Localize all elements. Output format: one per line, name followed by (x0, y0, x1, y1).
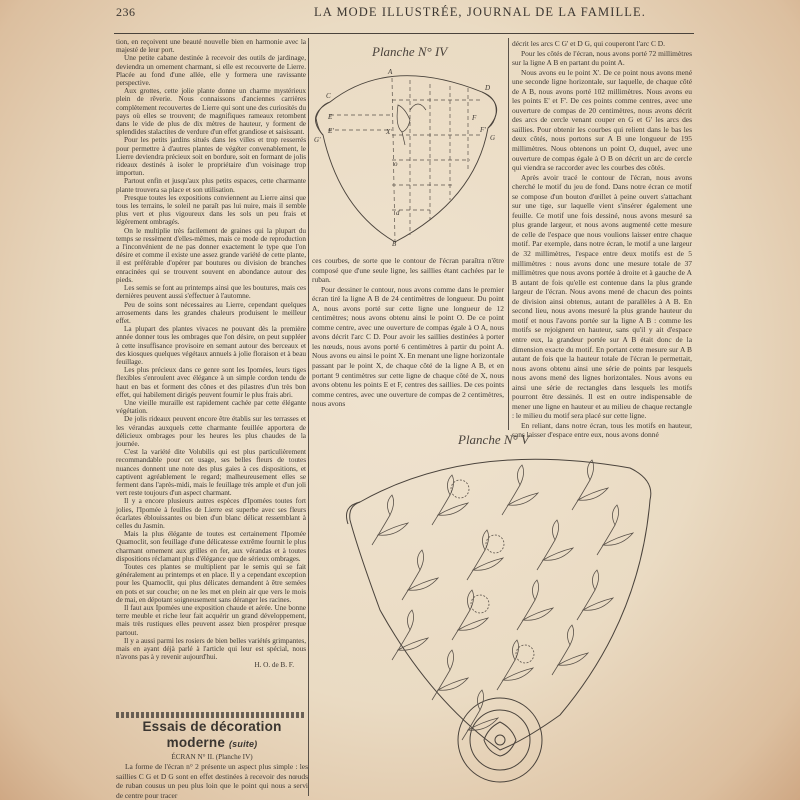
label-e: E (328, 113, 333, 121)
paragraph: Une vieille muraille est rapidement cachée par cette élégante végétation. (116, 397, 306, 416)
paragraph: Il y a aussi parmi les rosiers de bien belles variétés grimpantes, mais en ayant déjà parlé à l'article qui leur est spécial, nous n'avons pas à y revenir aujourd'hui. (116, 635, 306, 662)
paragraph: Il faut aux Ipomées une exposition chaude et aérée. Une bonne terre meuble et riche leur fait acquérir un grand développement, mais très rustiques elles peuvent assez bien prospérer presque partout. (116, 603, 306, 637)
paragraph: Pour les petits jardins situés dans les villes et trop resserrés pour permettre à d'autres plantes de végéter convenablement, le Lierre deviendra précieux soit en bordure, soit en formant de jolis rideaux destinés à isoler le propriétaire d'un voisinage trop importun. (116, 135, 306, 178)
plate-4-diagram (310, 60, 506, 256)
label-d-small: d (396, 209, 400, 217)
carnation-motif (452, 590, 489, 640)
label-e-prime: E' (328, 127, 334, 135)
carnation-motif (577, 570, 613, 620)
carnation-motif (497, 640, 534, 690)
essais-article (116, 719, 308, 800)
masthead: LA MODE ILLUSTRÉE, JOURNAL DE LA FAMILLE. (314, 5, 646, 19)
article-title (116, 719, 308, 752)
label-g-prime: G' (314, 136, 321, 144)
label-f-prime: F' (480, 126, 486, 134)
paragraph: Pour les côtés de l'écran, nous avons porté 72 millimètres sur la ligne A B en partant du point A. (512, 48, 692, 68)
carnation-motif (432, 475, 469, 525)
carnation-motif (597, 505, 633, 555)
label-f: F (472, 114, 477, 122)
carnation-motif (467, 530, 504, 580)
paragraph: Pour dessiner le contour, nous avons comme dans le premier écran tiré la ligne A B de 24 centimètres de longueur. Du point A, nous avons porté sur cette ligne une longueur de 12 centimètres; nous avons obtenu ainsi le point O. De ce point comme centre, avec une ouverture de compas égale à O A, nous avons décrit l'arc C D. Pour avoir les saillies destinées à porter les nœuds, nous avons porté 6 centimètres à partir du point A. Nous avons eu ainsi le point X. En menant une ligne horizontale passant par le point X, de chaque côté de la ligne A B, et en portant 9 centimètres sur cette ligne de chaque côté de X, nous avons obtenu les points E et F, centres des saillies. De ces points comme centres, avec une ouverture de compas de 2 centimètres, nous avons (312, 284, 504, 409)
paragraph: On le multiplie très facilement de graines qui la plupart du temps se ressèment d'elles-mêmes, mais ce mode de reproduction a l'inconvénient de ne pas donner exactement le type que l'on désire et comme il existe une assez grande variété de cette plante, il est préférable d'opérer par boutures ou division de branches enracinées qui se trouvent souvent en abondance autour des pieds. (116, 225, 306, 284)
carnation-motif (552, 625, 588, 675)
paragraph: décrit les arcs C G' et D G, qui couperont l'arc C D. (512, 39, 666, 48)
paragraph: De jolis rideaux peuvent encore être établis sur les terrasses et les vérandas auxquels cette charmante feuillée apportera de délicieux ombrages pour les heures les plus chaudes de la journée. (116, 414, 306, 448)
middle-column-article (312, 256, 504, 428)
column-divider (508, 38, 509, 430)
paragraph: Toutes ces plantes se multiplient par le semis qui se fait généralement au printemps et en place. Il y a cependant exception pour les Quamoclit, qui plus délicates demandent à être semées en pots et sur couche; on ne les met en plein air que vers le mois de mai, en dépotant soigneusement sans déranger les racines. (116, 562, 306, 604)
plate-5-title: Planche N° V (458, 432, 529, 447)
label-c: C (326, 92, 331, 100)
carnation-motif (397, 104, 426, 145)
label-d: D (485, 84, 491, 92)
title-text: Essais de décoration moderne (142, 719, 282, 750)
paragraph: Peu de soins sont nécessaires au Lierre, cependant quelques arrosements dans les grandes chaleurs produisent le meilleur effet. (116, 299, 306, 325)
construction-grid (328, 78, 482, 242)
ornamental-divider (116, 712, 306, 718)
paragraph: Mais la plus élégante de toutes est certainement l'Ipomée Quamoclit, son feuillage d'une délicatesse extrême fournit le plus charmant ornement aux grilles en fer, aux vérandas et à toutes dispositions réclamant plus d'élégance que de sérieux ombrages. (116, 529, 306, 563)
label-x: X (386, 128, 391, 136)
paragraph: Aux grottes, cette jolie plante donne un charme mystérieux plein de rêverie. Nous connaissons d'anciennes carrières complètement recouvertes de Lierre qui sont une des curiosités du pays où elles se trouvent; de magnifiques rameaux retombent dans le vide de plus de dix mètres de hauteur, y forment de splendides stalactites de verdure d'un effet grandiose et saisissant. (116, 86, 306, 137)
carnation-motif (372, 495, 408, 545)
carnation-motif (572, 460, 608, 510)
left-column-article (116, 38, 306, 710)
right-column-article (512, 39, 692, 440)
plate-4-title: Planche N° IV (372, 44, 448, 59)
paragraph: Il y a encore plusieurs autres espèces d'Ipomées toutes fort jolies, l'Ipomée à feuilles de Lierre est superbe avec ses fleurs écarlates éblouissantes ou bien d'un blanc délicat ressemblant à celles du Jasmin. (116, 496, 306, 530)
paragraph: Les plus précieux dans ce genre sont les Ipomées, leurs tiges flexibles s'enroulent avec élégance à un simple cordon tendu de haut en bas et forment des cônes et des pilastres d'un très bon effet, qui habilement dirigés peuvent fournir le plus frais abri. (116, 365, 306, 399)
paragraph: tion, en reçoivent une beauté nouvelle bien en harmonie avec la majesté de leur port. (116, 37, 306, 55)
paragraph: Presque toutes les expositions conviennent au Lierre ainsi que tous les terrains, le soleil ne paraît pas lui nuire, mais il semble plus vert et plus vigoureux dans les sols un peu frais et légèrement ombragés. (116, 192, 306, 227)
column-divider (308, 38, 309, 796)
label-a: A (388, 68, 393, 76)
paragraph: Les semis se font au printemps ainsi que les boutures, mais ces dernières peuvent aussi s'effectuer à l'automne. (116, 283, 306, 301)
label-g: G (490, 134, 496, 142)
carnation-motif (462, 690, 498, 740)
carnation-motif (392, 610, 428, 660)
carnation-motif (537, 520, 573, 570)
paragraph: ces courbes, de sorte que le contour de l'écran paraîtra n'être composé que d'une seule ligne, les saillies étant cachées par le ruban. (312, 256, 504, 285)
screen-outline (315, 76, 496, 242)
paragraph: Une petite cabane destinée à recevoir des outils de jardinage, deviendra un ornement charmant, si elle est recouverte de Lierre. Placée au fond d'une allée, elle y formera une ravissante perspective. (116, 53, 306, 88)
medallion (458, 698, 542, 782)
paragraph: C'est la variété dite Volubilis qui est plus particulièrement recommandable pour cet usage, ses belles fleurs de toutes nuances donnent une note des plus gaies à ces dispositions, et captivent agréablement le regard; malheureusement elles se ferment dans l'après-midi, mais le feuillage très ample et d'un joli vert reste toujours d'un aspect charmant. (116, 447, 306, 498)
label-b: B (392, 240, 397, 248)
paragraph: Après avoir tracé le contour de l'écran, nous avons cherché le motif du jeu de fond. Dans notre écran ce motif se compose d'un bouton d'œillet à peine ouvert s'attachant sur une tige, sur laquelle vient s'insérer également une feuille. Ce motif une fois dessiné, nous avons mesuré sa plus grande largeur, et nous avons augmenté cette mesure de celle de l'espace que nous voulions laisser entre chaque motif. Par exemple, dans notre écran, le motif a une largeur de 32 millimètres, l'espace entre deux motifs est de 5 millimètres : nous avons donc une mesure totale de 37 millimètres que nous avons portée à droite et à gauche de A B autant de fois qu'elle est contenue dans la plus grande largeur de l'écran. Nous avons mené de chacun des points de division ainsi obtenus, autant de parallèles à A B. En second lieu, nous avons mesuré la plus grande hauteur du motif et nous l'avons portée sur la ligne A B : comme les motifs se rejoignent en hauteur, sans qu'il y ait d'espace entre eux, la grandeur portée sur A B était donc de la dimension exacte du motif. En portant cette mesure sur A B autant de fois que la hauteur totale de l'écran le permettait, nous avons obtenu ainsi une série de points par lesquels nous avons mené des lignes horizontales. Nous avons eu ainsi une série de rectangles dans lesquels les motifs pourront être dessinés. Il est en outre indispensable de mener une ligne en hauteur et au milieu de chaque rectangle : le milieu du motif sera placé sur cette ligne. (512, 172, 692, 421)
article-subtitle: ÉCRAN N° II. (Planche IV) (171, 753, 253, 761)
paragraph: En reliant, dans notre écran, tous les motifs en hauteur, sans laisser d'espace entre eux, nous avons donné (512, 420, 692, 440)
paragraph: Nous avons eu le point X'. De ce point nous avons mené une seconde ligne horizontale, sur laquelle, de chaque côté de A B, nous avons porté 102 millimètres. Nous avons eu les points E' et F'. De ces points comme centres, avec une ouverture de compas de 20 centimètres, nous avons décrit des arcs de cercle venant couper en G et G' les arcs des saillies. Pour obtenir les courbes qui relient dans le bas les deux côtés, nous portons sur A B une longueur de 195 millimètres. Nous obtenons un point O, duquel, avec une ouverture de compas égale à O B on décrit un arc de cercle qui viendra se raccorder avec les courbes des côtés. (512, 67, 692, 173)
carnation-motif (517, 580, 553, 630)
paragraph: Partout enfin et jusqu'aux plus petits espaces, cette charmante plante trouvera sa place et son utilisation. (116, 176, 306, 194)
plate-5-illustration (320, 440, 690, 798)
label-o: o (394, 160, 398, 168)
carnation-motif (502, 465, 538, 515)
page-number: 236 (116, 5, 136, 19)
author-signature: H. O. de B. F. (254, 660, 294, 670)
header-rule (114, 33, 694, 34)
carnation-motif (402, 550, 438, 600)
title-suite: (suite) (228, 739, 258, 749)
paragraph: La forme de l'écran n° 2 présente un aspect plus simple : les saillies C G et D G sont en effet destinées à recevoir des nœuds de ruban cousus un peu plus loin que le point qui nous a servi de centre pour tracer (116, 762, 308, 800)
paragraph: La plupart des plantes vivaces ne pouvant dès la première année donner tous les ombrages que l'on désire, on peut suppléer à cette insuffisance provisoire en semant autour des berceaux et des kiosques quelques végétaux annuels à jolie floraison et à beau feuillage. (116, 324, 306, 366)
